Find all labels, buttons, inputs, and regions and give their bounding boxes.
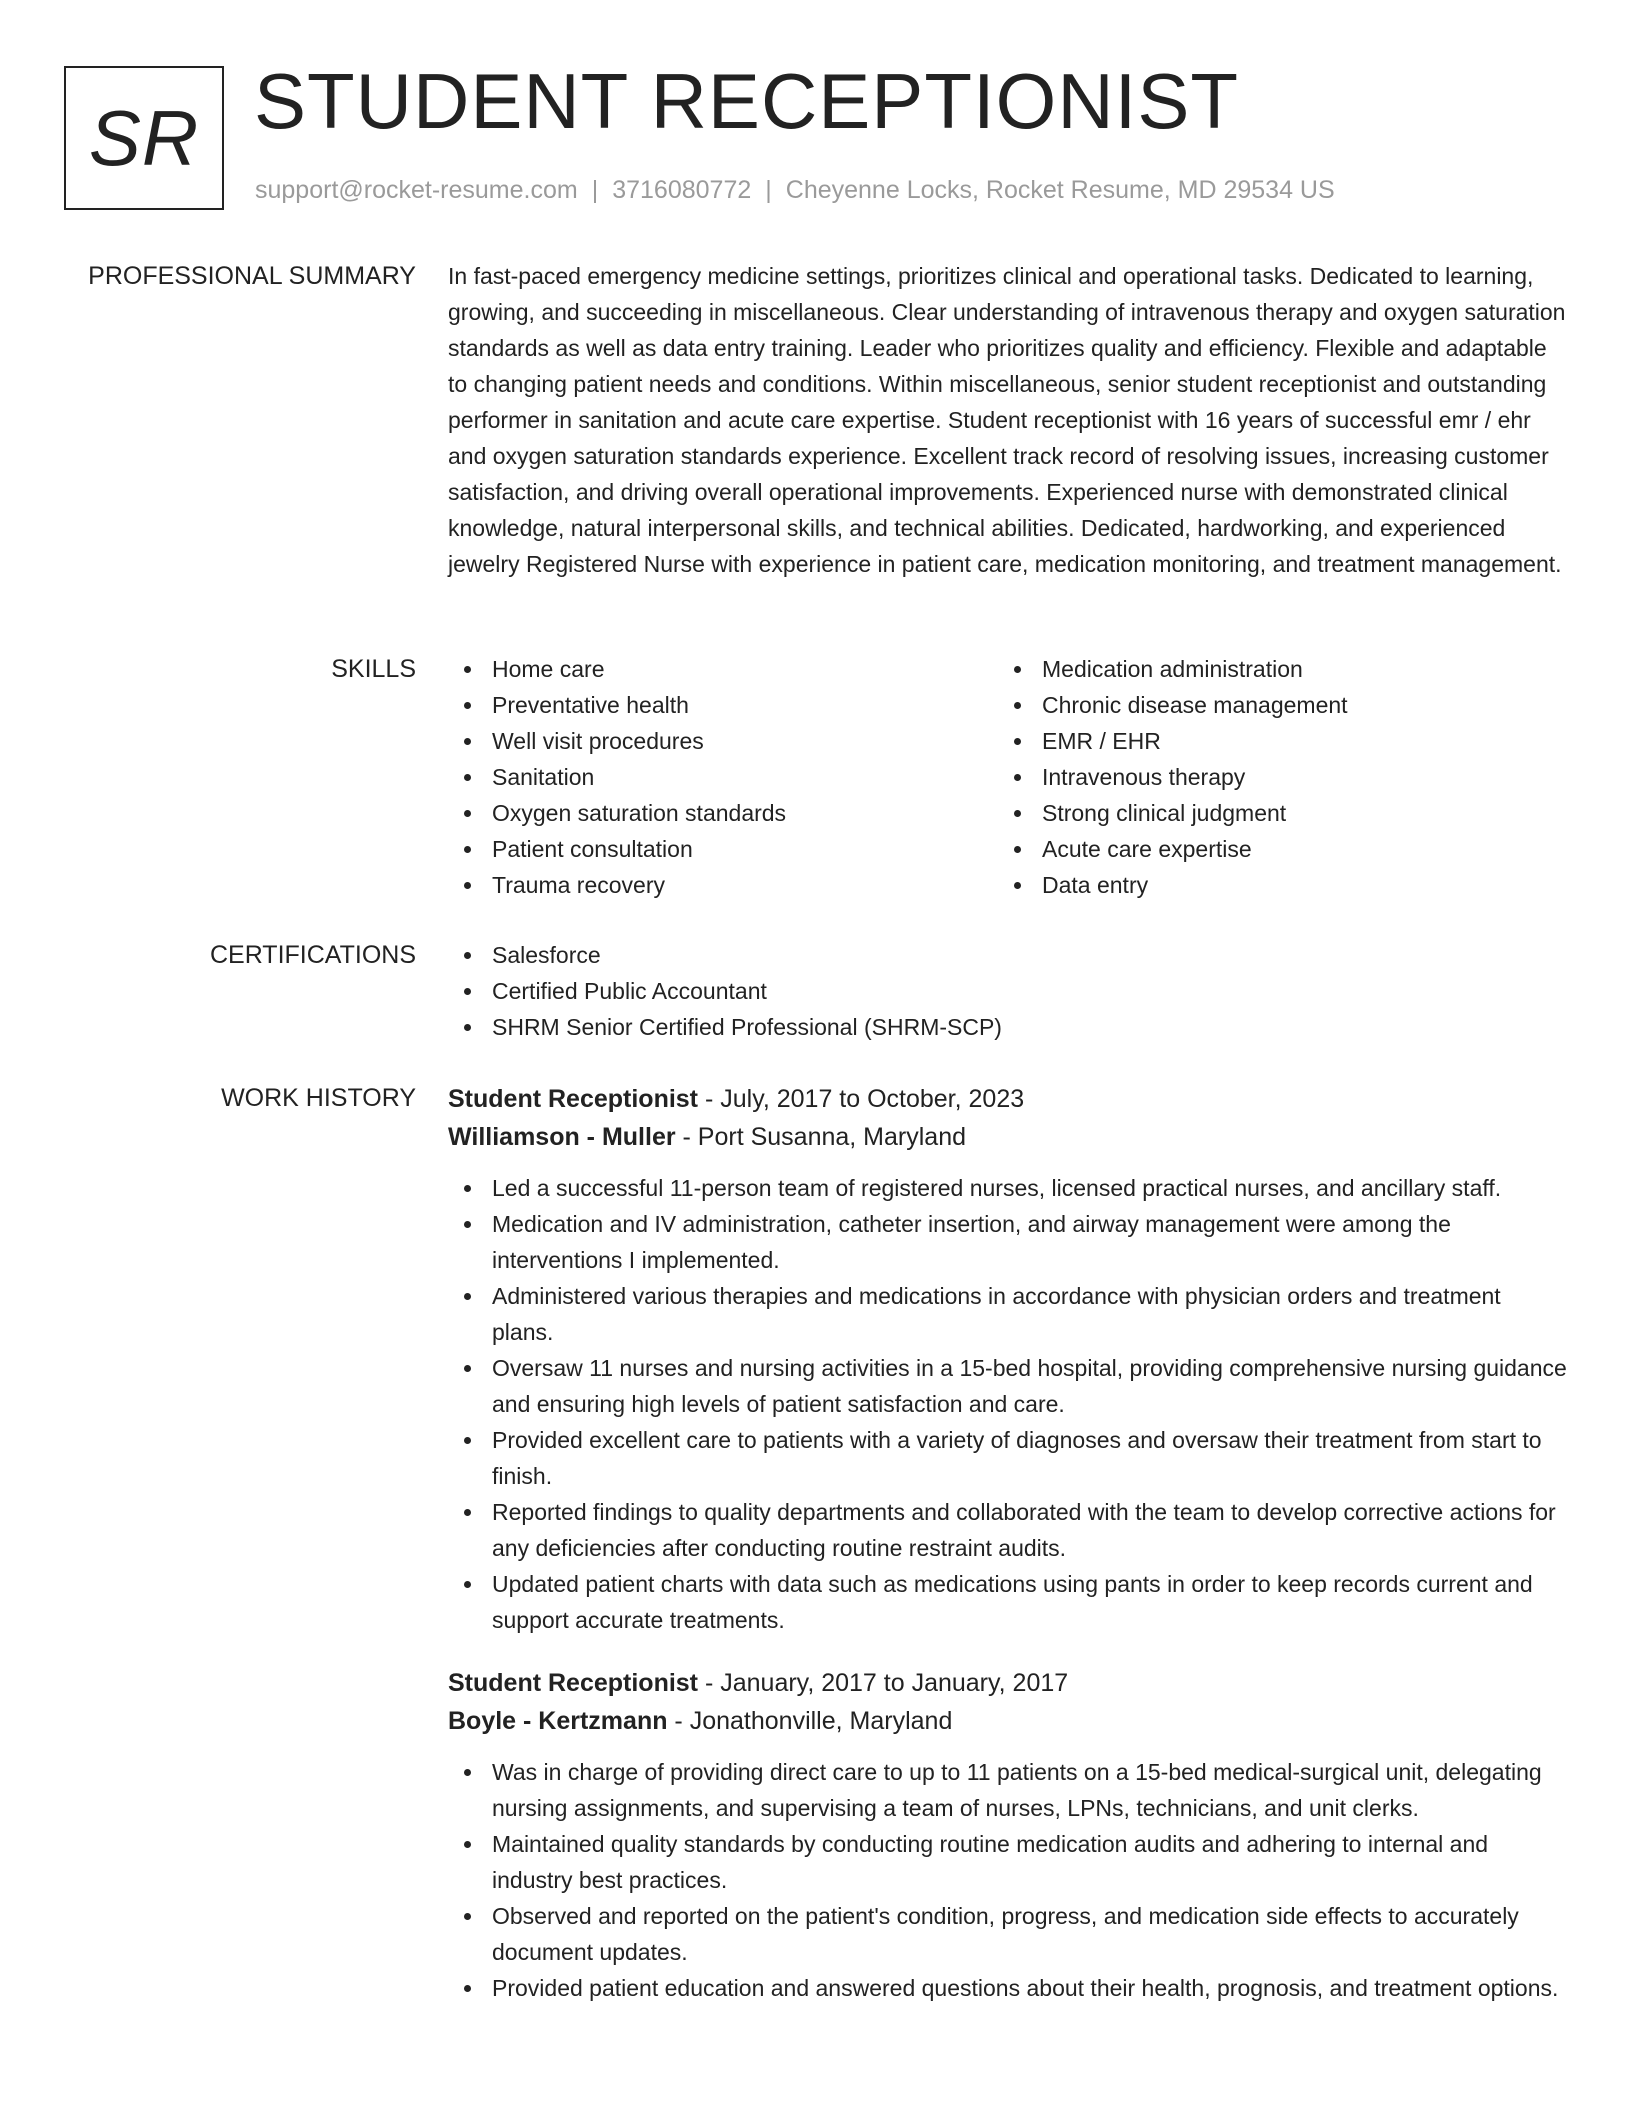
- skill-item: Strong clinical judgment: [998, 795, 1548, 831]
- certifications-list: [448, 937, 1568, 1045]
- contact-separator: |: [765, 176, 772, 204]
- skills-list-right: [998, 651, 1548, 903]
- certification-item: SHRM Senior Certified Professional (SHRM-SCP): [448, 1009, 1568, 1045]
- contact-separator: |: [591, 176, 599, 204]
- job-bullet-list: [448, 1754, 1568, 2006]
- resume-name: STUDENT RECEPTIONIST: [254, 57, 1239, 145]
- skills-grid: [448, 651, 1568, 903]
- contact-address: Cheyenne Locks, Rocket Resume, MD 29534 US: [785, 176, 1335, 204]
- skill-item: Data entry: [998, 867, 1548, 903]
- skill-item: Intravenous therapy: [998, 759, 1548, 795]
- job-location: - Jonathonville, Maryland: [667, 1707, 953, 1735]
- job-bullet: Medication and IV administration, catheter insertion, and airway management were among the interventions I implemented.: [448, 1206, 1568, 1278]
- job-title: Student Receptionist: [448, 1085, 699, 1113]
- skill-item: Trauma recovery: [448, 867, 998, 903]
- job-bullet-list: [448, 1170, 1568, 1638]
- section-heading-summary: PROFESSIONAL SUMMARY: [88, 262, 416, 290]
- job-company: Boyle - Kertzmann: [448, 1707, 668, 1735]
- job-bullet: Was in charge of providing direct care to up to 11 patients on a 15-bed medical-surgical unit, delegating nursing assignments, and supervising a team of nurses, LPNs, technicians, and unit clerks.: [448, 1754, 1568, 1826]
- monogram-initials: SR: [88, 93, 200, 182]
- certification-item: Salesforce: [448, 937, 1568, 973]
- contact-email[interactable]: support@rocket-resume.com: [255, 176, 578, 204]
- job-company-line: [448, 1702, 1568, 1740]
- skill-item: Acute care expertise: [998, 831, 1548, 867]
- job-bullet: Administered various therapies and medications in accordance with physician orders and treatment plans.: [448, 1278, 1568, 1350]
- section-heading-work-history: WORK HISTORY: [221, 1084, 416, 1112]
- job-title-line: [448, 1664, 1568, 1702]
- contact-phone[interactable]: 3716080772: [612, 176, 752, 204]
- skill-item: Oxygen saturation standards: [448, 795, 998, 831]
- job-company: Williamson - Muller: [448, 1123, 676, 1151]
- job-bullet: Reported findings to quality departments and collaborated with the team to develop corrective actions for any deficiencies after conducting routine restraint audits.: [448, 1494, 1568, 1566]
- job-bullet: Updated patient charts with data such as medications using pants in order to keep records current and support accurate treatments.: [448, 1566, 1568, 1638]
- job-entry: [448, 1664, 1568, 2006]
- job-title: Student Receptionist: [448, 1669, 699, 1697]
- job-bullet: Provided excellent care to patients with a variety of diagnoses and oversaw their treatment from start to finish.: [448, 1422, 1568, 1494]
- section-heading-skills: SKILLS: [331, 655, 416, 683]
- job-title-line: [448, 1080, 1568, 1118]
- skill-item: Sanitation: [448, 759, 998, 795]
- skill-item: EMR / EHR: [998, 723, 1548, 759]
- job-company-line: [448, 1118, 1568, 1156]
- job-location: - Port Susanna, Maryland: [675, 1123, 966, 1151]
- skill-item: Well visit procedures: [448, 723, 998, 759]
- job-bullet: Oversaw 11 nurses and nursing activities in a 15-bed hospital, providing comprehensive nursing guidance and ensuring high levels of patient satisfaction and care.: [448, 1350, 1568, 1422]
- contact-line: [255, 176, 1335, 205]
- job-bullet: Provided patient education and answered questions about their health, prognosis, and treatment options.: [448, 1970, 1568, 2006]
- job-bullet: Led a successful 11-person team of registered nurses, licensed practical nurses, and ancillary staff.: [448, 1170, 1568, 1206]
- certification-item: Certified Public Accountant: [448, 973, 1568, 1009]
- job-dates: - January, 2017 to January, 2017: [698, 1669, 1069, 1697]
- skill-item: Medication administration: [998, 651, 1548, 687]
- skill-item: Preventative health: [448, 687, 998, 723]
- job-bullet: Observed and reported on the patient's condition, progress, and medication side effects to accurately document updates.: [448, 1898, 1568, 1970]
- skill-item: Patient consultation: [448, 831, 998, 867]
- work-history-body: [448, 1080, 1568, 2006]
- job-bullet: Maintained quality standards by conducting routine medication audits and adhering to internal and industry best practices.: [448, 1826, 1568, 1898]
- skills-list-left: [448, 651, 998, 903]
- section-heading-certifications: CERTIFICATIONS: [209, 941, 416, 969]
- job-dates: - July, 2017 to October, 2023: [698, 1085, 1025, 1113]
- skill-item: Chronic disease management: [998, 687, 1548, 723]
- skill-item: Home care: [448, 651, 998, 687]
- monogram-badge: [64, 66, 224, 210]
- job-entry: [448, 1080, 1568, 1638]
- summary-text: In fast-paced emergency medicine settings, prioritizes clinical and operational tasks. Dedicated to learning, growing, and succeeding in miscellaneous. Clear understanding of intravenous therapy and oxygen saturation standards as well as data entry training. Leader who prioritizes quality and efficiency. Flexible and adaptable to changing patient needs and conditions. Within miscellaneous, senior student receptionist and outstanding performer in sanitation and acute care expertise. Student receptionist with 16 years of successful emr / ehr and oxygen saturation standards experience. Excellent track record of resolving issues, increasing customer satisfaction, and driving overall operational improvements. Experienced nurse with demonstrated clinical knowledge, natural interpersonal skills, and technical abilities. Dedicated, hardworking, and experienced jewelry Registered Nurse with experience in patient care, medication monitoring, and treatment management.: [448, 263, 1566, 577]
